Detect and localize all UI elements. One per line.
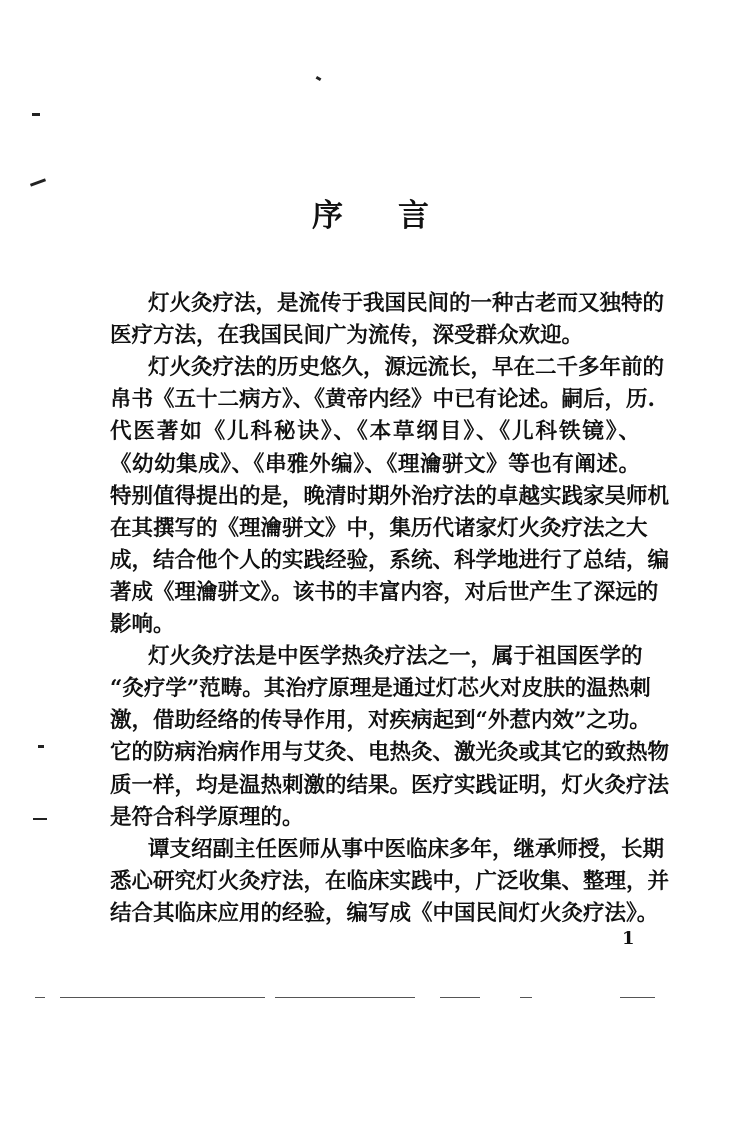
scan-edge-line: [440, 997, 480, 998]
text-line: 成，结合他个人的实践经验，系统、科学地进行了总结，编: [110, 548, 670, 573]
scan-speck: [316, 76, 322, 81]
scan-edge-line: [520, 997, 532, 998]
text-line: 激，借助经络的传导作用，对疾病起到“外惹内效”之功。: [110, 708, 651, 733]
text-line: 结合其临床应用的经验，编写成《中国民间灯火灸疗法》。: [110, 901, 659, 926]
page-title: 序: [312, 198, 343, 234]
scan-edge-line: [620, 997, 655, 998]
page-title: 言: [398, 198, 429, 234]
text-line: 《幼幼集成》、《串雅外编》、《理瀹骈文》等也有阐述。: [110, 452, 640, 477]
scan-edge-line: [35, 997, 45, 998]
text-line: 影响。: [110, 612, 175, 637]
text-line: “灸疗学”范畴。其治疗原理是通过灯芯火对皮肤的温热刺: [110, 676, 651, 701]
text-line: 灯火灸疗法的历史悠久，源远流长，早在二千多年前的: [148, 355, 665, 380]
text-line: 帛书《五十二病方》、《黄帝内经》中已有论述。嗣后，历.: [110, 387, 655, 412]
page-number: 1: [622, 928, 635, 949]
scan-speck: [38, 745, 44, 748]
scan-edge-line: [275, 997, 415, 998]
text-line: 灯火灸疗法是中医学热灸疗法之一，属于祖国医学的: [148, 644, 643, 669]
scan-speck: [32, 113, 40, 116]
text-line: 医疗方法，在我国民间广为流传，深受群众欢迎。: [110, 323, 584, 348]
scan-speck: [33, 818, 47, 820]
scan-speck: [30, 178, 46, 186]
text-line: 质一样，均是温热刺激的结果。医疗实践证明，灯火灸疗法: [110, 773, 670, 798]
text-line: 它的防病治病作用与艾灸、电热灸、激光灸或其它的致热物: [110, 740, 670, 765]
text-line: 著成《理瀹骈文》。该书的丰富内容，对后世产生了深远的: [110, 580, 659, 605]
scan-edge-line: [60, 997, 265, 998]
text-line: 谭支绍副主任医师从事中医临床多年，继承师授，长期: [148, 837, 665, 862]
text-line: 特别值得提出的是，晚清时期外治疗法的卓越实践家吴师机: [110, 484, 670, 509]
text-line: 代医著如《儿科秘诀》、《本草纲目》、《儿科铁镜》、: [110, 419, 640, 444]
text-line: 灯火灸疗法，是流传于我国民间的一种古老而又独特的: [148, 291, 665, 316]
text-line: 是符合科学原理的。: [110, 805, 304, 830]
text-line: 在其撰写的《理瀹骈文》中，集历代诸家灯火灸疗法之大: [110, 516, 648, 541]
text-line: 悉心研究灯火灸疗法，在临床实践中，广泛收集、整理，并: [110, 869, 670, 894]
